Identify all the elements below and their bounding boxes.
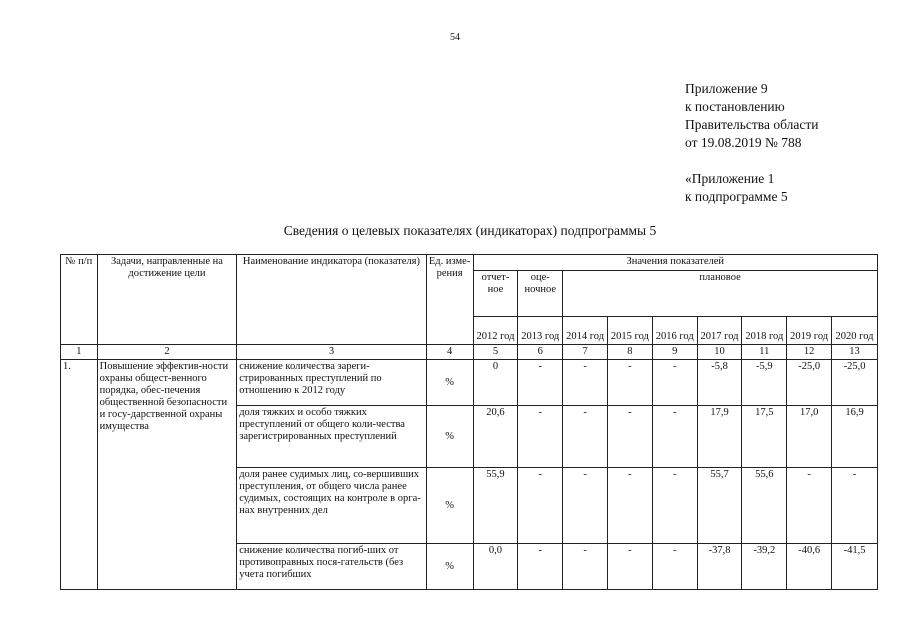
year-cell: 2020 год — [832, 317, 878, 345]
value-cell: - — [607, 360, 652, 406]
value-cell: - — [607, 406, 652, 468]
value-cell: - — [607, 544, 652, 590]
appendix-sub-line: «Приложение 1 — [685, 171, 775, 186]
unit-cell: % — [426, 360, 473, 406]
column-number: 8 — [607, 345, 652, 360]
value-cell: - — [518, 360, 563, 406]
appendix-sub-line: к подпрограмме 5 — [685, 189, 788, 204]
column-number: 1 — [61, 345, 98, 360]
value-cell: 0 — [473, 360, 518, 406]
indicator-name: доля ранее судимых лиц, со-вершивших преступления, от общего числа ранее судимых, состоящих на контроле в орга-нах внутренних дел — [237, 468, 426, 544]
column-number: 9 — [652, 345, 697, 360]
header-number: № п/п — [61, 255, 98, 345]
value-cell: -25,0 — [787, 360, 832, 406]
header-report: отчет-ное — [473, 271, 518, 317]
value-cell: -25,0 — [832, 360, 878, 406]
column-number: 13 — [832, 345, 878, 360]
unit-cell: % — [426, 544, 473, 590]
value-cell: 17,5 — [742, 406, 787, 468]
value-cell: - — [652, 360, 697, 406]
indicator-name: снижение количества погиб-ших от противоправных пося-гательств (без учета погибших — [237, 544, 426, 590]
value-cell: -41,5 — [832, 544, 878, 590]
value-cell: -5,8 — [697, 360, 742, 406]
value-cell: 17,0 — [787, 406, 832, 468]
header-indicator: Наименование индикатора (показателя) — [237, 255, 426, 345]
value-cell: - — [607, 468, 652, 544]
column-number: 7 — [563, 345, 608, 360]
column-number: 12 — [787, 345, 832, 360]
unit-cell: % — [426, 406, 473, 468]
appendix-line: Правительства области — [685, 117, 819, 132]
header-estimate: оце-ночное — [518, 271, 563, 317]
appendix-line: от 19.08.2019 № 788 — [685, 135, 802, 150]
value-cell: -5,9 — [742, 360, 787, 406]
value-cell: - — [787, 468, 832, 544]
value-cell: 17,9 — [697, 406, 742, 468]
table-row — [61, 360, 878, 406]
value-cell: - — [652, 544, 697, 590]
year-cell: 2012 год — [473, 317, 518, 345]
task-text: Повышение эффектив-ности охраны общест-венного порядка, обес-печения общественной безопасности и госу-дарственной охраны имущества — [97, 360, 237, 590]
value-cell: -40,6 — [787, 544, 832, 590]
task-number: 1. — [61, 360, 98, 590]
column-numbers-row — [61, 345, 878, 360]
value-cell: - — [563, 360, 608, 406]
appendix-line: к постановлению — [685, 99, 785, 114]
value-cell: - — [518, 544, 563, 590]
column-number: 5 — [473, 345, 518, 360]
appendix-header — [685, 80, 885, 152]
year-cell: 2017 год — [697, 317, 742, 345]
header-task: Задачи, направленные на достижение цели — [97, 255, 237, 345]
year-cell: 2019 год — [787, 317, 832, 345]
indicator-name: доля тяжких и особо тяжких преступлений от общего коли-чества зарегистрированных преступлений — [237, 406, 426, 468]
indicator-name: снижение количества зареги-стрированных преступлений по отношению к 2012 году — [237, 360, 426, 406]
column-number: 2 — [97, 345, 237, 360]
year-cell: 2018 год — [742, 317, 787, 345]
page-number: 54 — [450, 32, 460, 43]
value-cell: - — [652, 468, 697, 544]
appendix-subheader — [685, 170, 885, 206]
value-cell: - — [652, 406, 697, 468]
year-cell: 2015 год — [607, 317, 652, 345]
value-cell: - — [518, 406, 563, 468]
value-cell: - — [563, 544, 608, 590]
value-cell: 55,7 — [697, 468, 742, 544]
header-row — [61, 255, 878, 271]
year-cell: 2013 год — [518, 317, 563, 345]
appendix-line: Приложение 9 — [685, 81, 768, 96]
value-cell: - — [563, 406, 608, 468]
value-cell: - — [518, 468, 563, 544]
value-cell: -39,2 — [742, 544, 787, 590]
value-cell: 55,9 — [473, 468, 518, 544]
value-cell: -37,8 — [697, 544, 742, 590]
year-cell: 2016 год — [652, 317, 697, 345]
column-number: 6 — [518, 345, 563, 360]
column-number: 11 — [742, 345, 787, 360]
column-number: 10 — [697, 345, 742, 360]
header-values: Значения показателей — [473, 255, 877, 271]
value-cell: 0,0 — [473, 544, 518, 590]
value-cell: - — [563, 468, 608, 544]
year-cell: 2014 год — [563, 317, 608, 345]
header-planned: плановое — [563, 271, 878, 317]
document-title: Сведения о целевых показателях (индикаторах) подпрограммы 5 — [283, 223, 657, 238]
value-cell: 55,6 — [742, 468, 787, 544]
indicators-table — [60, 254, 878, 590]
value-cell: 20,6 — [473, 406, 518, 468]
column-number: 4 — [426, 345, 473, 360]
unit-cell: % — [426, 468, 473, 544]
column-number: 3 — [237, 345, 426, 360]
value-cell: - — [832, 468, 878, 544]
header-unit: Ед. изме-рения — [426, 255, 473, 345]
value-cell: 16,9 — [832, 406, 878, 468]
